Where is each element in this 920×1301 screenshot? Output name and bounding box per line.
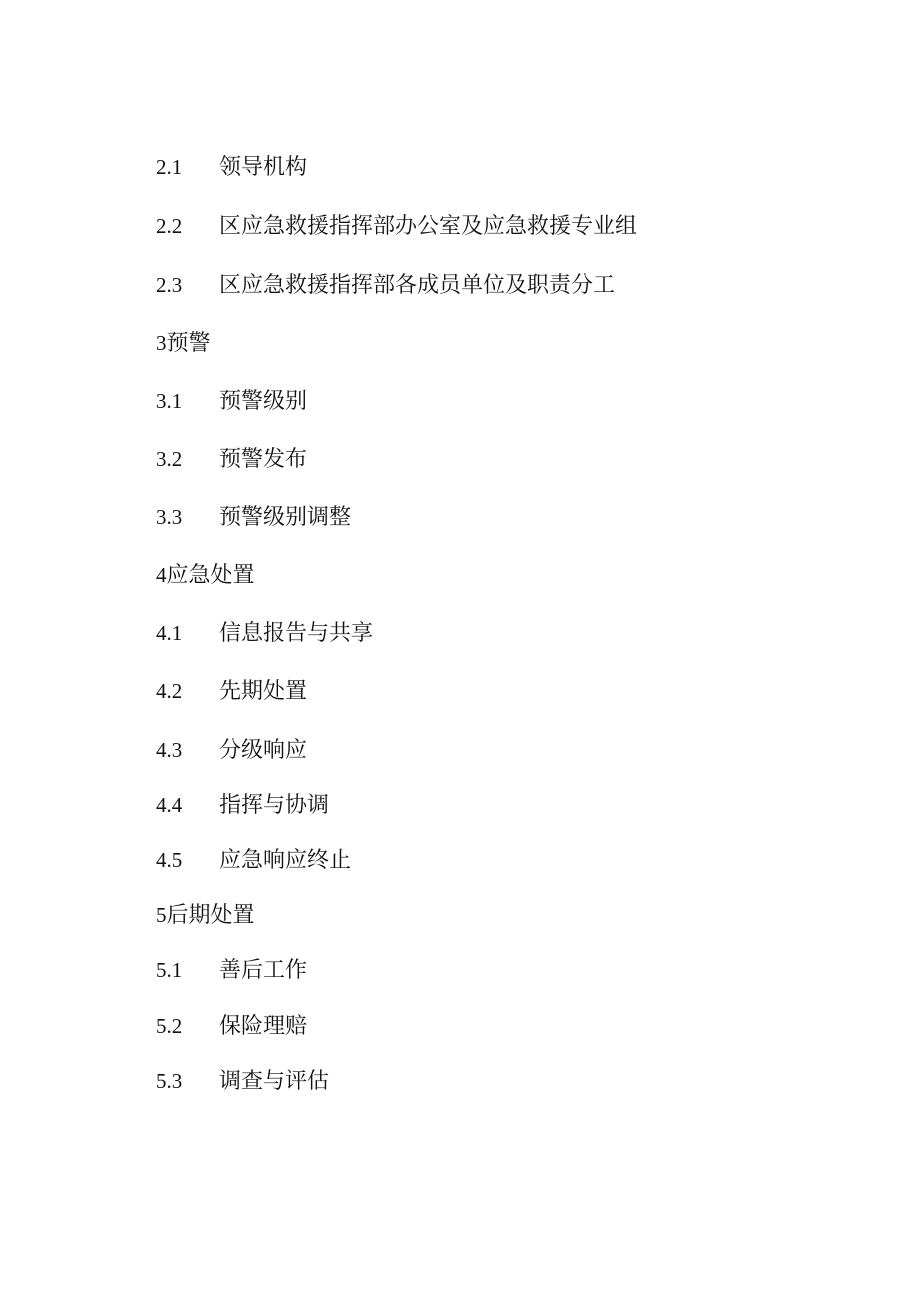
toc-entry-number: 5.2: [156, 1014, 183, 1038]
toc-entry: [156, 845, 351, 875]
toc-entry-number: 4.1: [156, 621, 183, 645]
toc-entry-number: 4.3: [156, 738, 183, 762]
toc-entry: [156, 1011, 307, 1041]
toc-entry-number: 4.4: [156, 793, 183, 817]
toc-entry-title: 分级响应: [219, 738, 308, 763]
toc-entry-number: 5.1: [156, 958, 183, 982]
toc-entry-title: 保险理赔: [219, 1014, 308, 1039]
toc-entry-title: 预警: [166, 331, 211, 356]
toc-entry-number: 4.5: [156, 848, 183, 872]
toc-entry-number: 3.3: [156, 505, 183, 529]
toc-entry-number: 2.2: [156, 214, 183, 238]
toc-entry-title: 后期处置: [166, 903, 255, 928]
toc-entry: [156, 386, 307, 416]
toc-entry-title: 区应急救援指挥部办公室及应急救援专业组: [219, 214, 638, 239]
toc-entry-number: 5: [156, 903, 167, 927]
toc-entry-title: 预警级别调整: [219, 505, 352, 530]
toc-entry-title: 应急处置: [166, 563, 255, 588]
toc-entry: [156, 955, 307, 985]
toc-section-heading: [156, 560, 255, 590]
toc-entry-title: 预警级别: [219, 389, 308, 414]
toc-entry-number: 4: [156, 563, 167, 587]
toc-entry-number: 3.1: [156, 389, 183, 413]
toc-entry: [156, 152, 307, 182]
toc-entry-title: 领导机构: [219, 155, 308, 180]
toc-entry-title: 区应急救援指挥部各成员单位及职责分工: [219, 273, 616, 298]
toc-entry-number: 3.2: [156, 447, 183, 471]
toc-entry-number: 2.1: [156, 155, 183, 179]
toc-entry: [156, 270, 615, 300]
toc-entry-number: 3: [156, 331, 167, 355]
toc-entry-title: 先期处置: [219, 679, 308, 704]
toc-entry-number: 2.3: [156, 273, 183, 297]
toc-entry: [156, 676, 307, 706]
toc-entry: [156, 1066, 329, 1096]
toc-entry: [156, 790, 329, 820]
toc-entry: [156, 735, 307, 765]
toc-entry-title: 善后工作: [219, 958, 308, 983]
toc-entry-number: 4.2: [156, 679, 183, 703]
toc-entry-title: 信息报告与共享: [219, 621, 374, 646]
toc-section-heading: [156, 900, 255, 930]
toc-entry: [156, 502, 351, 532]
toc-entry: [156, 211, 637, 241]
toc-entry-number: 5.3: [156, 1069, 183, 1093]
toc-entry-title: 预警发布: [219, 447, 308, 472]
toc-entry: [156, 444, 307, 474]
toc-entry: [156, 618, 373, 648]
toc-entry-title: 调查与评估: [219, 1069, 330, 1094]
toc-entry-title: 应急响应终止: [219, 848, 352, 873]
toc-section-heading: [156, 328, 211, 358]
toc-entry-title: 指挥与协调: [219, 793, 330, 818]
